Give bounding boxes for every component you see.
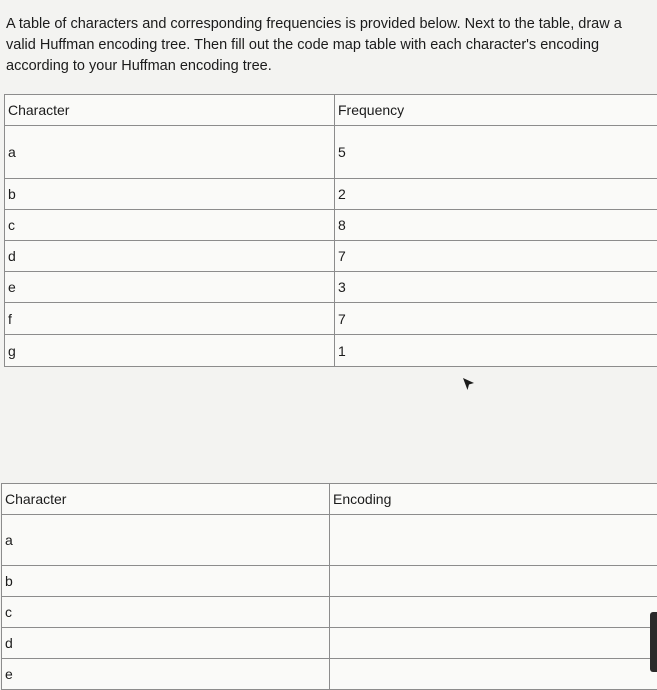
table-row	[5, 303, 657, 335]
frequency-cell: 8	[335, 210, 657, 241]
table-row	[2, 566, 657, 597]
character-cell: d	[5, 241, 335, 272]
mouse-pointer-icon	[461, 377, 475, 391]
frequency-cell: 5	[335, 126, 657, 179]
character-cell: a	[2, 515, 330, 566]
character-cell: b	[5, 179, 335, 210]
table-row	[5, 241, 657, 272]
table-row	[5, 126, 657, 179]
frequency-table	[4, 94, 657, 367]
table-row	[2, 628, 657, 659]
character-cell: a	[5, 126, 335, 179]
character-cell: d	[2, 628, 330, 659]
header-encoding: Encoding	[330, 484, 657, 515]
encoding-cell[interactable]	[330, 659, 657, 690]
table-row	[5, 335, 657, 367]
encoding-cell[interactable]	[330, 566, 657, 597]
character-cell: b	[2, 566, 330, 597]
table-row	[5, 272, 657, 303]
character-cell: g	[5, 335, 335, 367]
frequency-cell: 7	[335, 241, 657, 272]
frequency-cell: 7	[335, 303, 657, 335]
instructions-text: A table of characters and corresponding frequencies is provided below. Next to the table, draw a valid Huffman encoding tree. Then fill out the code map table with each character's encoding according to your Huffman encoding tree.	[6, 14, 654, 77]
encoding-cell[interactable]	[330, 628, 657, 659]
encoding-table-header	[2, 484, 657, 515]
frequency-cell: 1	[335, 335, 657, 367]
header-frequency: Frequency	[335, 95, 657, 126]
character-cell: e	[2, 659, 330, 690]
encoding-cell[interactable]	[330, 597, 657, 628]
character-cell: c	[5, 210, 335, 241]
encoding-table	[1, 483, 657, 690]
table-row	[5, 179, 657, 210]
table-row	[2, 659, 657, 690]
frequency-table-header	[5, 95, 657, 126]
page-edge	[650, 612, 657, 672]
frequency-cell: 3	[335, 272, 657, 303]
table-row	[2, 597, 657, 628]
character-cell: c	[2, 597, 330, 628]
header-character: Character	[2, 484, 330, 515]
header-character: Character	[5, 95, 335, 126]
encoding-cell[interactable]	[330, 515, 657, 566]
table-row	[2, 515, 657, 566]
frequency-cell: 2	[335, 179, 657, 210]
character-cell: f	[5, 303, 335, 335]
table-row	[5, 210, 657, 241]
character-cell: e	[5, 272, 335, 303]
